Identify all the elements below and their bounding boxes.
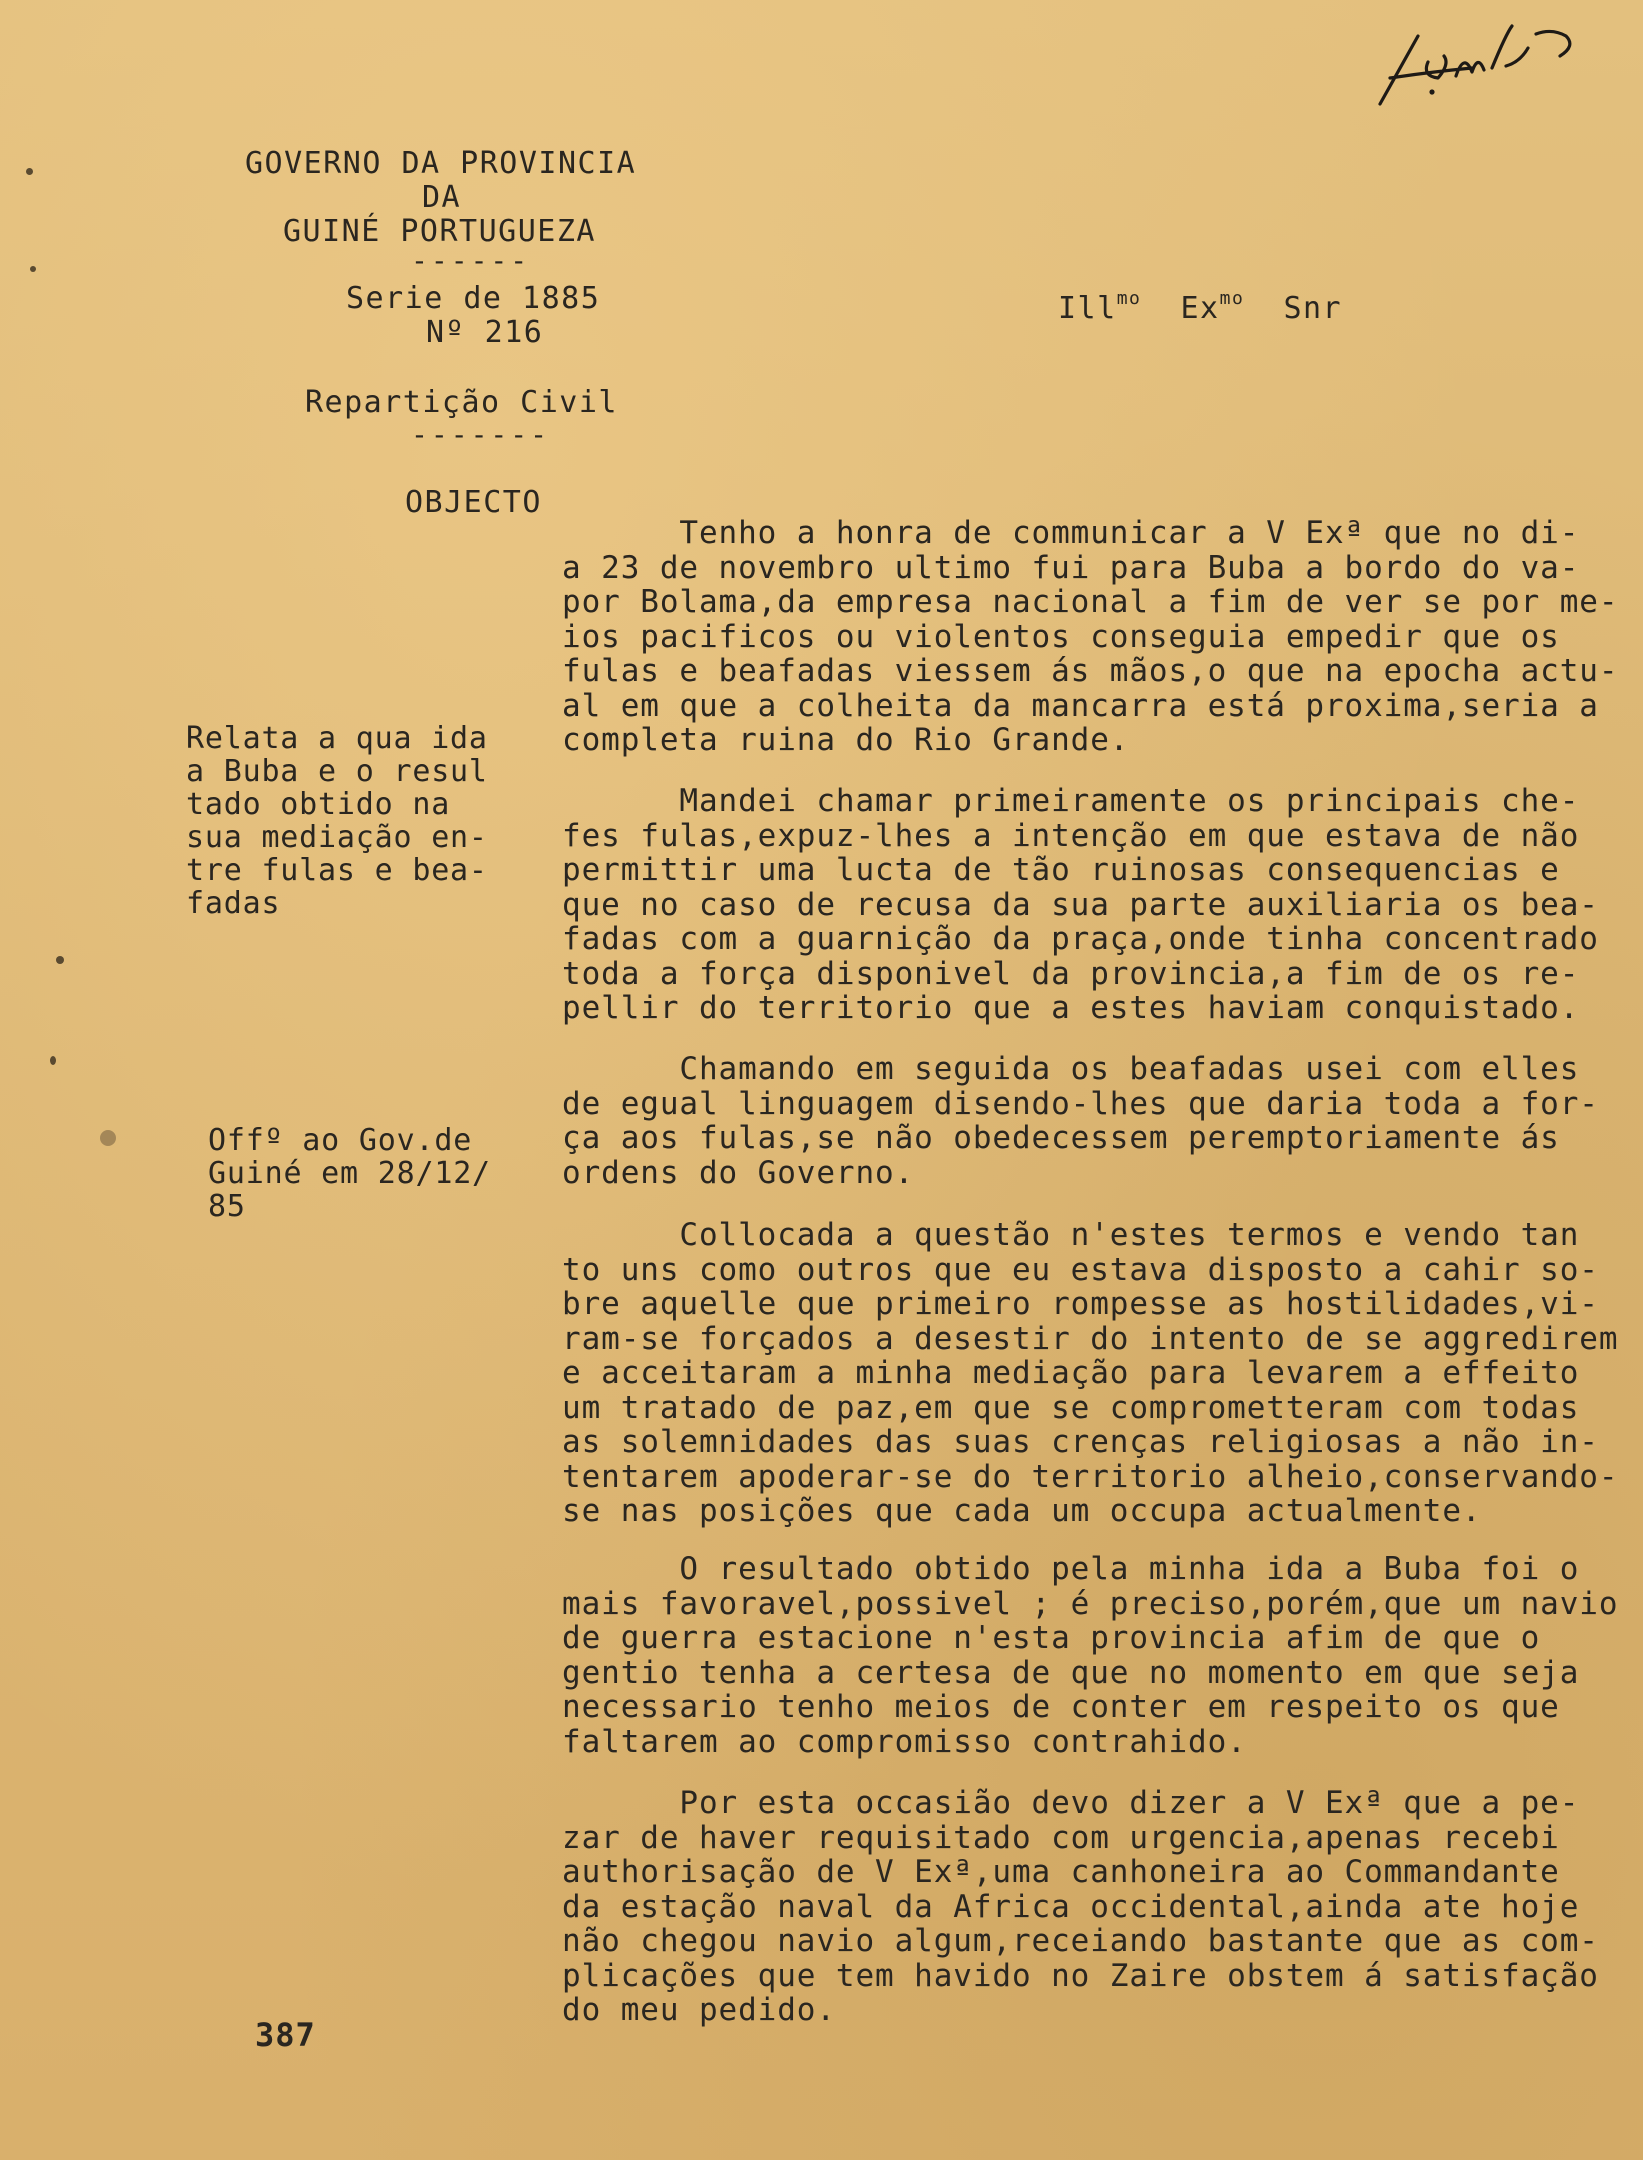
body-line: do meu pedido. [562,1992,836,2028]
body-line: que no caso de recusa da sua parte auxiliaria os bea- [562,886,1599,923]
objecto-heading: OBJECTO [405,485,542,520]
body-line: fadas com a guarnição da praça,onde tinha concentrado [562,921,1599,957]
body-paragraph-4 [562,1218,1642,1529]
punch-hole [26,168,33,175]
reparticao-line: Repartição Civil [305,385,618,420]
body-paragraph-6 [562,1786,1642,2028]
body-line: zar de haver requisitado com urgencia,apenas recebi [562,1819,1560,1856]
body-line: necessario tenho meios de conter em respeito os que [562,1689,1560,1725]
body-line: tentarem apoderar-se do territorio alheio,conservando- [562,1458,1619,1495]
body-line: al em que a colheita da mancarra está proxima,seria a [562,687,1599,724]
salutation-exmo: Ex [1180,291,1220,326]
handwritten-signature [1360,6,1590,116]
summary-line: a Buba e o resul [186,754,488,789]
salutation-illmo-sup: mo [1116,288,1142,309]
letterhead-line-1: GOVERNO DA PROVINCIA [245,146,637,181]
margin-reply-note [208,1124,491,1223]
summary-line: Relata a qua ida [186,721,488,756]
body-line: completa ruina do Rio Grande. [562,722,1130,758]
body-line: toda a força disponivel da provincia,a fim de os re- [562,955,1580,992]
body-line: gentio tenha a certesa de que no momento em que seja [562,1654,1580,1691]
summary-line: tre fulas e bea- [186,853,488,888]
body-line: pellir do territorio que a estes haviam conquistado. [562,990,1580,1026]
salutation-exmo-sup: mo [1219,288,1245,309]
salutation [1058,282,1342,325]
body-line: Tenho a honra de communicar a V Exª que no di- [562,515,1580,551]
body-line: O resultado obtido pela minha ida a Buba foi o [562,1551,1580,1587]
body-line: bre aquelle que primeiro rompesse as hostilidades,vi- [562,1286,1599,1322]
page-number: 387 [255,2016,316,2054]
letterhead-rule: ------ [411,244,531,277]
body-line: a 23 de novembro ultimo fui para Buba a bordo do va- [562,549,1580,586]
body-line: Chamando em seguida os beafadas usei com elles [562,1051,1580,1087]
body-line: não chegou navio algum,receiando bastante que as com- [562,1923,1599,1959]
letterhead-line-3: GUINÉ PORTUGUEZA [283,214,596,249]
body-line: um tratado de paz,em que se comprometteram com todas [562,1389,1580,1426]
salutation-illmo: Ill [1058,291,1117,326]
body-line: Collocada a questão n'estes termos e vendo tan [562,1217,1580,1253]
body-line: de guerra estacione n'esta provincia afim de que o [562,1620,1541,1656]
salutation-snr: Snr [1283,291,1343,326]
body-line: ram-se forçados a desestir do intento de se aggredirem [562,1320,1619,1357]
body-line: fes fulas,expuz-lhes a intenção em que estava de não [562,817,1580,854]
reply-line: Guiné em 28/12/ [208,1156,491,1191]
punch-hole [50,1056,56,1065]
body-line: Por esta occasião devo dizer a V Exª que a pe- [562,1785,1580,1821]
body-line: da estação naval da Africa occidental,ainda ate hoje [562,1888,1580,1925]
body-line: mais favoravel,possivel ; é preciso,porém,que um navio [562,1585,1619,1622]
reply-line: Offº ao Gov.de [208,1123,473,1158]
body-line: ça aos fulas,se não obedecessem peremptoriamente ás [562,1120,1560,1156]
body-line: fulas e beafadas viessem ás mãos,o que na epocha actu- [562,653,1619,689]
body-line: as solemnidades das suas crenças religiosas a não in- [562,1424,1599,1460]
body-paragraph-3 [562,1052,1642,1190]
body-line: authorisação de V Exª,uma canhoneira ao Commandante [562,1854,1560,1890]
body-line: permittir uma lucta de tão ruinosas consequencias e [562,852,1560,888]
serie-line: Serie de 1885 [346,281,601,316]
body-line: to uns como outros que eu estava disposto a cahir so- [562,1251,1599,1288]
numero-line: Nº 216 [426,315,544,350]
body-paragraph-1 [562,516,1642,758]
body-line: ios pacificos ou violentos conseguia empedir que os [562,618,1560,655]
body-line: faltarem ao compromisso contrahido. [562,1723,1247,1760]
reply-line: 85 [208,1189,246,1224]
summary-line: sua mediação en- [186,820,488,855]
letterhead-line-2: DA [422,180,462,215]
body-line: e acceitaram a minha mediação para levarem a effeito [562,1355,1580,1391]
summary-line: fadas [186,886,281,921]
body-line: plicações que tem havido no Zaire obstem á satisfação [562,1957,1599,1994]
body-line: ordens do Governo. [562,1154,915,1191]
body-line: se nas posições que cada um occupa actualmente. [562,1493,1482,1529]
body-paragraph-5 [562,1552,1642,1759]
body-line: por Bolama,da empresa nacional a fim de ver se por me- [562,584,1619,620]
reparticao-rule: ------- [411,418,551,451]
stain-spot [100,1130,116,1146]
punch-hole [56,956,64,964]
body-line: Mandei chamar primeiramente os principais che- [562,783,1580,819]
body-paragraph-2 [562,784,1642,1026]
body-line: de egual linguagem disendo-lhes que daria toda a for- [562,1085,1599,1122]
punch-hole [30,266,36,272]
summary-line: tado obtido na [186,787,451,822]
margin-summary [186,722,488,920]
